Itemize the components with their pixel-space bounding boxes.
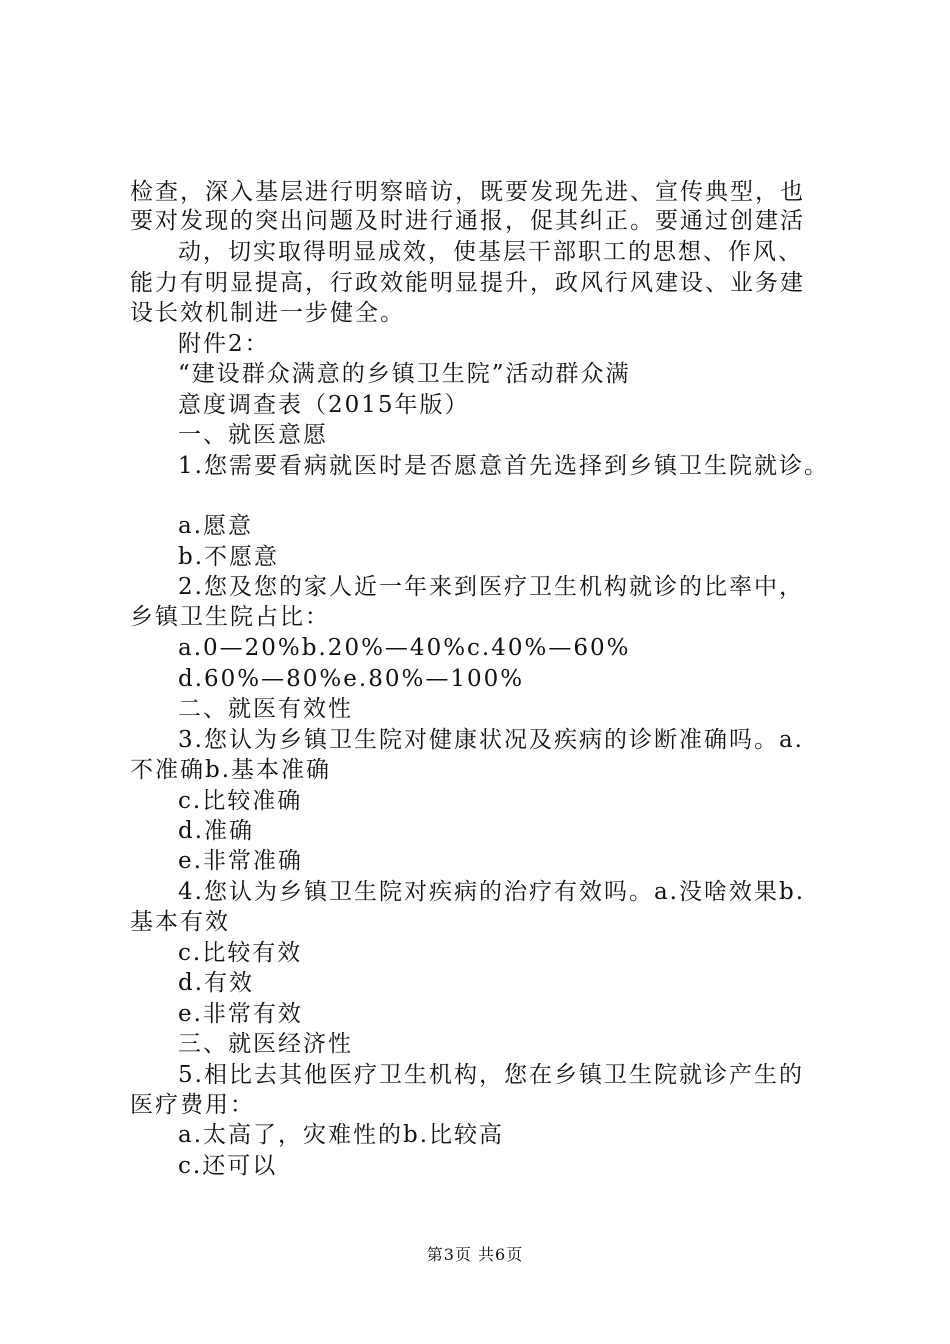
question-text: 医疗费用： <box>130 1092 255 1118</box>
attachment-label: 附件2： <box>178 331 270 357</box>
option-text: c.比较有效 <box>178 940 303 966</box>
option-text: c.比较准确 <box>178 788 303 814</box>
section-heading: 三、就医经济性 <box>178 1031 353 1057</box>
option-text: b.不愿意 <box>178 544 280 570</box>
question-text: 乡镇卫生院占比： <box>130 604 330 630</box>
option-text: d.有效 <box>178 970 255 996</box>
option-text: a.0—20%b.20%—40%c.40%—60% <box>178 635 631 661</box>
question-text: 不准确b.基本准确 <box>130 757 332 783</box>
option-text: a.愿意 <box>178 513 254 539</box>
option-text: c.还可以 <box>178 1153 278 1179</box>
question-text: 3.您认为乡镇卫生院对健康状况及疾病的诊断准确吗。a. <box>178 727 804 753</box>
text-line: 要对发现的突出问题及时进行通报，促其纠正。要通过创建活 <box>130 208 805 234</box>
question-text: 基本有效 <box>130 909 230 935</box>
survey-title: “建设群众满意的乡镇卫生院”活动群众满 <box>178 361 631 387</box>
question-text: 1.您需要看病就医时是否愿意首先选择到乡镇卫生院就诊。 <box>178 453 829 479</box>
question-text: 4.您认为乡镇卫生院对疾病的治疗有效吗。a.没啥效果b. <box>178 879 806 905</box>
question-text: 2.您及您的家人近一年来到医疗卫生机构就诊的比率中， <box>178 574 804 600</box>
question-text: 5.相比去其他医疗卫生机构，您在乡镇卫生院就诊产生的 <box>178 1062 804 1088</box>
page-footer: 第3页 共6页 <box>426 1245 524 1264</box>
text-line: 检查，深入基层进行明察暗访，既要发现先进、宣传典型，也 <box>130 179 805 205</box>
option-text: d.准确 <box>178 818 255 844</box>
option-text: e.非常有效 <box>178 1001 303 1027</box>
survey-title: 意度调查表（2015年版） <box>178 392 470 418</box>
text-line: 设长效机制进一步健全。 <box>130 300 405 326</box>
option-text: e.非常准确 <box>178 848 303 874</box>
text-line: 动，切实取得明显成效，使基层干部职工的思想、作风、 <box>178 239 803 265</box>
text-line: 能力有明显提高，行政效能明显提升，政风行风建设、业务建 <box>130 270 805 296</box>
section-heading: 一、就医意愿 <box>178 422 328 448</box>
option-text: a.太高了，灾难性的b.比较高 <box>178 1122 505 1148</box>
option-text: d.60%—80%e.80%—100% <box>178 666 525 692</box>
section-heading: 二、就医有效性 <box>178 696 353 722</box>
